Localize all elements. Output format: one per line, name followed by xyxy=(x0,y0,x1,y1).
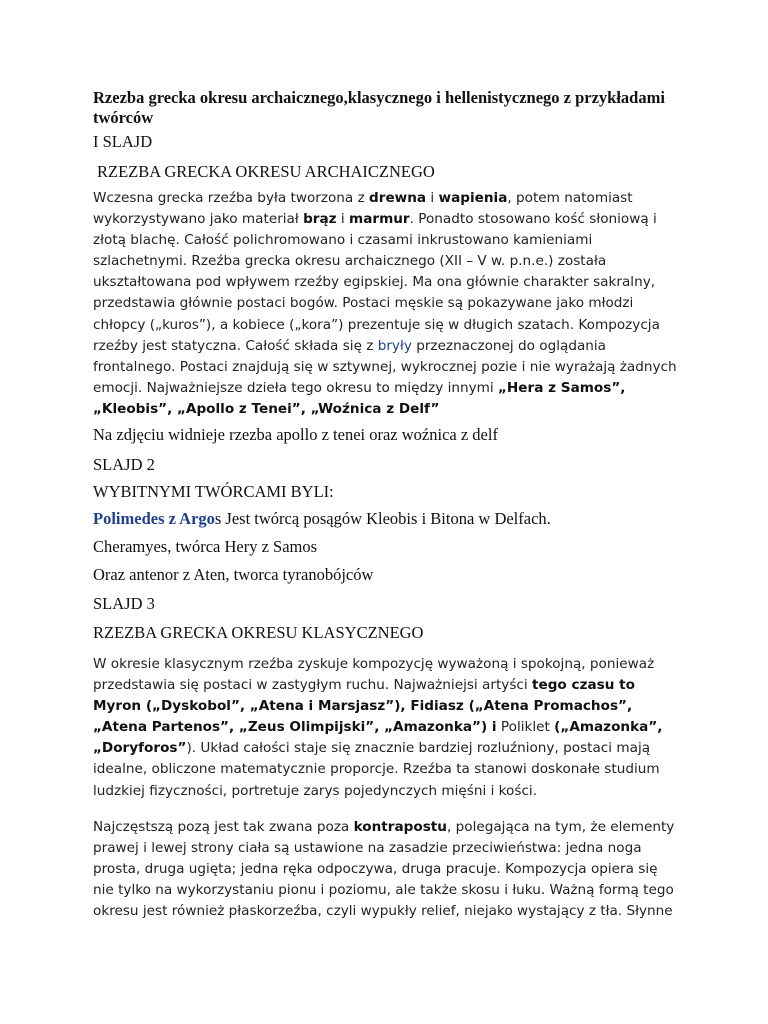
section-classical-heading: RZEZBA GRECKA OKRESU KLASYCZNEGO xyxy=(93,623,424,642)
bold-kontrapostu: kontrapostu xyxy=(353,819,447,835)
bold-poliklet-works: („Amazonka”, „Doryforos” xyxy=(93,719,663,757)
paragraph-archaic: Wczesna grecka rzeźba była tworzona z drewna i wapienia, potem natomiast wykorzystywano jako materiał brąz i marmur. Ponadto stosowano kość słoniową i złotą blachę. Całość polichromowano i czasami inkrustowano kamieniami szlachetnymi. Rzeźba grecka okresu archaicznego (XII – V w. p.n.e.) została ukształtowana pod wpływem rzeźby egipskiej. Ma ona głównie charakter sakralny, przedstawia głównie postaci bogów. Postaci męskie są pokazywane jako młodzi chłopcy („kuros”), a kobiece („kora”) prezentuje się w długich szatach. Kompozycja rzeźby jest statyczna. Całość składa się z bryły przeznaczonej do oglądania frontalnego. Postaci znajdują się w sztywnej, wykrocznej pozie i nie wyrażają żadnych emocji. Najważniejsze dzieła tego okresu to między innymi „Hera z Samos”, „Kleobis”, „Apollo z Tenei”, „Woźnica z Delf” xyxy=(93,190,677,417)
document-title: Rzezba grecka okresu archaicznego,klasycznego i hellenistycznego z przykładami twórców xyxy=(93,88,665,127)
paragraph-contrapposto: Najczęstszą pozą jest tak zwana poza kontrapostu, polegająca na tym, że elementy prawej i lewej strony ciała są ustawione na zasadzie przeciwieństwa: jedna noga prosta, druga ugięta; jedna ręka odpoczywa, druga pracuje. Kompozycja opiera się nie tylko na wykorzystaniu pionu i poziomu, ale także skosu i łuku. Ważną formą tego okresu jest również płaskorzeźba, czyli wypukły relief, niejako wystający z tła. Słynne xyxy=(93,819,675,920)
creator-cheramyes: Cheramyes, twórca Hery z Samos xyxy=(93,537,318,556)
bold-drewna: drewna xyxy=(369,190,427,206)
link-bryly[interactable]: bryły xyxy=(377,337,412,354)
photo-note: Na zdjęciu widnieje rzezba apollo z tenei oraz woźnica z delf xyxy=(93,425,498,444)
bold-archaic-works: „Hera z Samos”, „Kleobis”, „Apollo z Tenei”, „Woźnica z Delf” xyxy=(93,379,626,417)
slide-2-label: SLAJD 2 xyxy=(93,455,155,474)
bold-classical-artists: tego czasu to Myron („Dyskobol”, „Atena i Marsjasz”), Fidiasz („Atena Promachos”, „Atena Partenos”, „Zeus Olimpijski”, „Amazonka”) i xyxy=(93,677,635,736)
section-archaic-heading: RZEZBA GRECKA OKRESU ARCHAICZNEGO xyxy=(97,162,435,181)
slide-3-label: SLAJD 3 xyxy=(93,594,155,613)
creator-antenor: Oraz antenor z Aten, tworca tyranobójców xyxy=(93,565,374,584)
slide-1-label: I SLAJD xyxy=(93,132,153,151)
paragraph-classical: W okresie klasycznym rzeźba zyskuje kompozycję wyważoną i spokojną, ponieważ przedstawia się postaci w zastygłym ruchu. Najważniejsi artyści tego czasu to Myron („Dyskobol”, „Atena i Marsjasz”), Fidiasz („Atena Promachos”, „Atena Partenos”, „Zeus Olimpijski”, „Amazonka”) i Poliklet („Amazonka”, „Doryforos”). Układ całości staje się znacznie bardziej rozluźniony, postaci mają idealne, obliczone matematycznie proporcje. Rzeźba ta stanowi doskonałe studium ludzkiej fizyczności, portretuje zarys pojedynczych mięśni i kości. xyxy=(93,656,663,799)
bold-braz: brąz xyxy=(303,211,337,228)
bold-marmur: marmur xyxy=(349,211,410,228)
bold-wapienia: wapienia xyxy=(438,190,508,206)
creators-heading: WYBITNYMI TWÓRCAMI BYLI: xyxy=(93,482,334,501)
creator-polimedes: Polimedes z Argos Jest twórcą posągów Kleobis i Bitona w Delfach. xyxy=(93,509,551,528)
creator-polimedes-name: Polimedes z Argo xyxy=(93,509,215,528)
